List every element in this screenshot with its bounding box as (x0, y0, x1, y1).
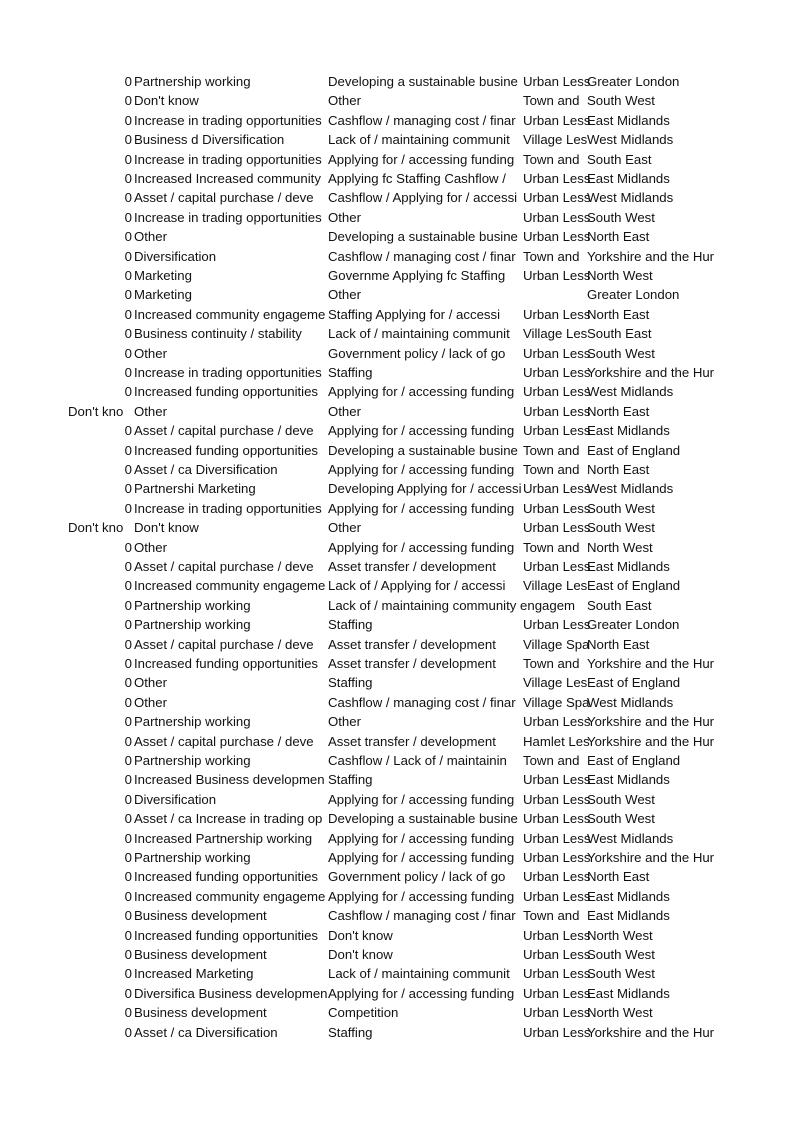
table-row (0, 635, 800, 654)
value-cell: 0 (124, 132, 132, 148)
challenge-cell: Asset transfer / development (328, 559, 496, 574)
value-cell: 0 (124, 500, 132, 516)
challenge-cell: Applying for / accessing funding (328, 423, 515, 439)
region-cell: Yorkshire and the Hur (587, 714, 715, 730)
value-cell: 0 (124, 112, 132, 128)
value-cell: 0 (124, 559, 132, 574)
support-type-cell: Increase in trading opportunities (134, 151, 322, 167)
settlement-type-cell: Village Spa (523, 694, 590, 710)
value-cell: 0 (124, 190, 132, 206)
value-cell: 0 (124, 753, 132, 768)
table-row (0, 227, 800, 246)
challenge-cell: Lack of / maintaining communit (328, 326, 510, 342)
challenge-cell: Staffing (328, 675, 373, 691)
value-cell: 0 (124, 966, 132, 982)
settlement-type-cell: Urban Less (523, 209, 591, 225)
challenge-cell: Other (328, 714, 361, 730)
support-type-cell: Business d Diversification (134, 132, 285, 148)
table-row (0, 809, 800, 828)
region-cell: Yorkshire and the Hur (587, 850, 715, 865)
table-row (0, 91, 800, 110)
table-row (0, 654, 800, 673)
region-cell: Greater London (587, 617, 680, 633)
challenge-cell: Don't know (328, 947, 393, 962)
table-row (0, 441, 800, 460)
settlement-type-cell: Village Les (523, 132, 588, 148)
settlement-type-cell: Town and (523, 442, 580, 458)
support-type-cell: Business development (134, 908, 267, 924)
table-row (0, 538, 800, 557)
support-type-cell: Asset / capital purchase / deve (134, 733, 314, 749)
support-type-cell: Partnership working (134, 617, 251, 633)
support-type-cell: Increased Partnership working (134, 830, 313, 846)
table-row (0, 169, 800, 188)
table-row (0, 518, 800, 537)
support-type-cell: Increased community engageme (134, 578, 326, 594)
support-type-cell: Don't know (134, 520, 199, 536)
table-row (0, 1003, 800, 1022)
settlement-type-cell: Urban Less (523, 520, 591, 536)
challenge-cell: Cashflow / managing cost / finar (328, 908, 516, 924)
table-row (0, 344, 800, 363)
challenge-cell: Government policy / lack of go (328, 345, 506, 361)
support-type-cell: Increase in trading opportunities (134, 365, 322, 380)
settlement-type-cell: Urban Less (523, 850, 591, 865)
settlement-type-cell: Urban Less (523, 268, 591, 283)
support-type-cell: Increased Business developmen (134, 772, 325, 788)
challenge-cell: Cashflow / Lack of / maintainin (328, 753, 507, 768)
value-cell: 0 (124, 229, 132, 245)
support-type-cell: Partnership working (134, 714, 251, 730)
support-type-cell: Other (134, 345, 167, 361)
settlement-type-cell: Town and (523, 462, 580, 477)
settlement-type-cell: Town and (523, 248, 580, 264)
support-type-cell: Business development (134, 947, 267, 962)
challenge-cell: Lack of / Applying for / accessi (328, 578, 506, 594)
support-type-cell: Partnershi Marketing (134, 481, 256, 497)
value-cell: 0 (124, 384, 132, 400)
challenge-cell: Asset transfer / development (328, 636, 496, 652)
support-type-cell: Increase in trading opportunities (134, 500, 322, 516)
support-type-cell: Diversifica Business developmen (134, 985, 328, 1001)
region-cell: East of England (587, 753, 681, 768)
challenge-cell: Asset transfer / development (328, 656, 496, 671)
region-cell: South East (587, 597, 652, 613)
value-cell: 0 (124, 811, 132, 827)
challenge-cell: Developing a sustainable busine (328, 811, 518, 827)
region-cell: Yorkshire and the Hur (587, 733, 715, 749)
settlement-type-cell: Urban Less (523, 1024, 591, 1040)
table-row (0, 479, 800, 498)
region-cell: East Midlands (587, 908, 670, 924)
table-row (0, 615, 800, 634)
table-row (0, 770, 800, 789)
challenge-cell: Applying for / accessing funding (328, 985, 515, 1001)
support-type-cell: Asset / ca Diversification (134, 1024, 278, 1040)
region-cell: West Midlands (587, 694, 674, 710)
settlement-type-cell: Urban Less (523, 985, 591, 1001)
value-cell: 0 (124, 772, 132, 788)
challenge-cell: Government policy / lack of go (328, 869, 506, 885)
settlement-type-cell: Urban Less (523, 772, 591, 788)
value-cell: 0 (124, 636, 132, 652)
challenge-cell: Cashflow / Applying for / accessi (328, 190, 518, 206)
table-row (0, 208, 800, 227)
table-row (0, 1023, 800, 1042)
value-cell: 0 (124, 1024, 132, 1040)
value-cell: 0 (124, 733, 132, 749)
challenge-cell: Applying for / accessing funding (328, 151, 515, 167)
table-row (0, 732, 800, 751)
settlement-type-cell: Urban Less (523, 1005, 591, 1021)
challenge-cell: Cashflow / managing cost / finar (328, 112, 516, 128)
settlement-type-cell: Urban Less (523, 888, 591, 904)
table-row (0, 130, 800, 149)
challenge-cell: Other (328, 209, 361, 225)
value-cell: Don't kno (68, 403, 124, 419)
support-type-cell: Increased funding opportunities (134, 656, 319, 671)
settlement-type-cell: Urban Less (523, 74, 591, 89)
support-type-cell: Business development (134, 1005, 267, 1021)
support-type-cell: Partnership working (134, 753, 251, 768)
challenge-cell: Other (328, 93, 361, 109)
table-row (0, 576, 800, 595)
support-type-cell: Increased funding opportunities (134, 442, 319, 458)
settlement-type-cell: Hamlet Les (523, 733, 590, 749)
region-cell: North East (587, 462, 650, 477)
table-row (0, 499, 800, 518)
table-row (0, 964, 800, 983)
region-cell: North East (587, 636, 650, 652)
value-cell: 0 (124, 656, 132, 671)
value-cell: 0 (124, 830, 132, 846)
table-row (0, 906, 800, 925)
region-cell: South West (587, 520, 655, 536)
table-row (0, 247, 800, 266)
value-cell: 0 (124, 791, 132, 807)
table-row (0, 673, 800, 692)
value-cell: 0 (124, 869, 132, 885)
challenge-cell: Governme Applying fc Staffing (328, 268, 506, 283)
support-type-cell: Asset / capital purchase / deve (134, 559, 314, 574)
support-type-cell: Increase in trading opportunities (134, 209, 322, 225)
region-cell: South West (587, 791, 655, 807)
region-cell: East Midlands (587, 171, 670, 186)
value-cell: 0 (124, 171, 132, 186)
settlement-type-cell: Urban Less (523, 791, 591, 807)
value-cell: 0 (124, 268, 132, 283)
table-row (0, 829, 800, 848)
region-cell: South East (587, 326, 652, 342)
challenge-cell: Cashflow / managing cost / finar (328, 694, 516, 710)
challenge-cell: Applying for / accessing funding (328, 791, 515, 807)
settlement-type-cell: Village Les (523, 326, 588, 342)
settlement-type-cell: Town and (523, 151, 580, 167)
support-type-cell: Partnership working (134, 597, 251, 613)
support-type-cell: Other (134, 694, 167, 710)
region-cell: East Midlands (587, 559, 670, 574)
settlement-type-cell: Urban Less (523, 345, 591, 361)
settlement-type-cell: Urban Less (523, 966, 591, 982)
support-type-cell: Diversification (134, 248, 217, 264)
settlement-type-cell: Urban Less (523, 714, 591, 730)
region-cell: West Midlands (587, 481, 674, 497)
value-cell: 0 (124, 714, 132, 730)
support-type-cell: Increased Increased community (134, 171, 321, 186)
support-type-cell: Increased funding opportunities (134, 927, 319, 943)
settlement-type-cell: Town and (523, 656, 580, 671)
value-cell: 0 (124, 306, 132, 322)
region-cell: North West (587, 1005, 653, 1021)
challenge-cell: Lack of / maintaining communit (328, 966, 510, 982)
settlement-type-cell: Town and (523, 753, 580, 768)
table-row (0, 887, 800, 906)
challenge-cell: Applying for / accessing funding (328, 384, 515, 400)
value-cell: 0 (124, 985, 132, 1001)
value-cell: 0 (124, 365, 132, 380)
settlement-type-cell: Town and (523, 908, 580, 924)
value-cell: 0 (124, 93, 132, 109)
challenge-cell: Applying for / accessing funding (328, 539, 515, 555)
table-row (0, 557, 800, 576)
value-cell: 0 (124, 209, 132, 225)
region-cell: North East (587, 869, 650, 885)
support-type-cell: Increased community engageme (134, 306, 326, 322)
table-row (0, 363, 800, 382)
value-cell: 0 (124, 908, 132, 924)
value-cell: 0 (124, 74, 132, 89)
table-row (0, 867, 800, 886)
table-row (0, 848, 800, 867)
region-cell: Yorkshire and the Hur (587, 365, 715, 380)
settlement-type-cell: Urban Less (523, 617, 591, 633)
table-row (0, 712, 800, 731)
region-cell: Yorkshire and the Hur (587, 248, 715, 264)
settlement-type-cell: Urban Less (523, 365, 591, 380)
region-cell: East of England (587, 578, 681, 594)
region-cell: Yorkshire and the Hur (587, 656, 715, 671)
value-cell: 0 (124, 850, 132, 865)
settlement-type-cell: Urban Less (523, 403, 591, 419)
challenge-cell: Applying for / accessing funding (328, 500, 515, 516)
table-row (0, 945, 800, 964)
value-cell: 0 (124, 888, 132, 904)
value-cell: 0 (124, 578, 132, 594)
value-cell: 0 (124, 442, 132, 458)
region-cell: South West (587, 500, 655, 516)
table-row (0, 111, 800, 130)
settlement-type-cell: Urban Less (523, 811, 591, 827)
region-cell: West Midlands (587, 384, 674, 400)
challenge-cell: Applying for / accessing funding (328, 462, 515, 477)
value-cell: 0 (124, 694, 132, 710)
region-cell: Greater London (587, 287, 680, 303)
table-row (0, 790, 800, 809)
region-cell: East Midlands (587, 423, 670, 439)
value-cell: 0 (124, 617, 132, 633)
settlement-type-cell: Urban Less (523, 927, 591, 943)
settlement-type-cell: Town and (523, 93, 580, 109)
region-cell: North West (587, 539, 653, 555)
region-cell: North West (587, 927, 653, 943)
support-type-cell: Other (134, 403, 167, 419)
table-row (0, 324, 800, 343)
challenge-cell: Don't know (328, 927, 393, 943)
table-row (0, 305, 800, 324)
value-cell: 0 (124, 597, 132, 613)
challenge-cell: Developing a sustainable busine (328, 442, 518, 458)
table-row (0, 266, 800, 285)
region-cell: South West (587, 209, 655, 225)
region-cell: East of England (587, 442, 681, 458)
support-type-cell: Marketing (134, 287, 192, 303)
challenge-cell: Other (328, 403, 361, 419)
region-cell: South West (587, 947, 655, 962)
table-row (0, 382, 800, 401)
settlement-type-cell: Urban Less (523, 559, 591, 574)
challenge-cell: Staffing Applying for / accessi (328, 306, 501, 322)
region-cell: South West (587, 811, 655, 827)
table-row (0, 751, 800, 770)
challenge-cell: Asset transfer / development (328, 733, 496, 749)
table-row (0, 460, 800, 479)
table-row (0, 150, 800, 169)
settlement-type-cell: Urban Less (523, 384, 591, 400)
challenge-cell: Other (328, 520, 361, 536)
support-type-cell: Increased community engageme (134, 888, 326, 904)
region-cell: East Midlands (587, 112, 670, 128)
region-cell: West Midlands (587, 132, 674, 148)
value-cell: 0 (124, 927, 132, 943)
value-cell: 0 (124, 423, 132, 439)
challenge-cell: Applying for / accessing funding (328, 830, 515, 846)
value-cell: 0 (124, 675, 132, 691)
table-row (0, 285, 800, 304)
region-cell: Greater London (587, 74, 680, 89)
settlement-type-cell: Village Les (523, 578, 588, 594)
settlement-type-cell: Urban Less (523, 171, 591, 186)
support-type-cell: Increase in trading opportunities (134, 112, 322, 128)
challenge-cell: Applying for / accessing funding (328, 850, 515, 865)
table-row (0, 421, 800, 440)
value-cell: 0 (124, 462, 132, 477)
settlement-type-cell: Town and (523, 539, 580, 555)
region-cell: West Midlands (587, 830, 674, 846)
support-type-cell: Increased Marketing (134, 966, 254, 982)
region-cell: North East (587, 403, 650, 419)
settlement-type-cell: Village Les (523, 675, 588, 691)
settlement-type-cell: Village Spa (523, 636, 590, 652)
table-row (0, 596, 800, 615)
value-cell: 0 (124, 345, 132, 361)
settlement-type-cell: Urban Less (523, 112, 591, 128)
support-type-cell: Asset / capital purchase / deve (134, 636, 314, 652)
region-cell: East Midlands (587, 772, 670, 788)
region-cell: East Midlands (587, 888, 670, 904)
table-row (0, 926, 800, 945)
region-cell: South West (587, 966, 655, 982)
region-cell: North East (587, 306, 650, 322)
region-cell: East Midlands (587, 985, 670, 1001)
region-cell: North West (587, 268, 653, 283)
table-row (0, 402, 800, 421)
support-type-cell: Asset / capital purchase / deve (134, 423, 314, 439)
value-cell: 0 (124, 248, 132, 264)
challenge-cell: Staffing (328, 365, 373, 380)
settlement-type-cell: Urban Less (523, 947, 591, 962)
settlement-type-cell: Urban Less (523, 500, 591, 516)
settlement-type-cell: Urban Less (523, 190, 591, 206)
region-cell: Yorkshire and the Hur (587, 1024, 715, 1040)
support-type-cell: Partnership working (134, 850, 251, 865)
value-cell: 0 (124, 947, 132, 962)
table-row (0, 188, 800, 207)
value-cell: 0 (124, 151, 132, 167)
support-type-cell: Increased funding opportunities (134, 384, 319, 400)
settlement-type-cell: Urban Less (523, 229, 591, 245)
challenge-cell: Competition (328, 1005, 399, 1021)
settlement-type-cell: Urban Less (523, 481, 591, 497)
challenge-cell: Lack of / maintaining communit (328, 132, 510, 148)
challenge-cell: Other (328, 287, 361, 303)
settlement-type-cell: Urban Less (523, 423, 591, 439)
support-type-cell: Other (134, 229, 167, 245)
support-type-cell: Other (134, 539, 167, 555)
value-cell: Don't kno (68, 520, 124, 536)
support-type-cell: Asset / ca Increase in trading op (134, 811, 323, 827)
value-cell: 0 (124, 481, 132, 497)
support-type-cell: Asset / ca Diversification (134, 462, 278, 477)
challenge-cell: Staffing (328, 1024, 373, 1040)
support-type-cell: Increased funding opportunities (134, 869, 319, 885)
challenge-cell: Developing Applying for / accessi (328, 481, 522, 497)
support-type-cell: Asset / capital purchase / deve (134, 190, 314, 206)
region-cell: South West (587, 345, 655, 361)
value-cell: 0 (124, 1005, 132, 1021)
region-cell: South East (587, 151, 652, 167)
region-cell: North East (587, 229, 650, 245)
challenge-cell: Applying for / accessing funding (328, 888, 515, 904)
table-row (0, 693, 800, 712)
support-type-cell: Don't know (134, 93, 199, 109)
value-cell: 0 (124, 287, 132, 303)
challenge-cell: Cashflow / managing cost / finar (328, 248, 516, 264)
support-type-cell: Partnership working (134, 74, 251, 89)
support-type-cell: Other (134, 675, 167, 691)
region-cell: East of England (587, 675, 681, 691)
support-type-cell: Marketing (134, 268, 192, 283)
settlement-type-cell: Urban Less (523, 306, 591, 322)
region-cell: South West (587, 93, 655, 109)
support-type-cell: Diversification (134, 791, 217, 807)
challenge-cell: Staffing (328, 617, 373, 633)
challenge-cell: Staffing (328, 772, 373, 788)
value-cell: 0 (124, 326, 132, 342)
settlement-type-cell: Urban Less (523, 869, 591, 885)
support-type-cell: Business continuity / stability (134, 326, 302, 342)
challenge-cell: Developing a sustainable busine (328, 74, 518, 89)
settlement-type-cell: Urban Less (523, 830, 591, 846)
region-cell: West Midlands (587, 190, 674, 206)
table-row (0, 984, 800, 1003)
value-cell: 0 (124, 539, 132, 555)
table-row (0, 72, 800, 91)
challenge-cell: Lack of / maintaining community engagem (328, 597, 576, 613)
challenge-cell: Developing a sustainable busine (328, 229, 518, 245)
challenge-cell: Applying fc Staffing Cashflow / (328, 171, 506, 186)
